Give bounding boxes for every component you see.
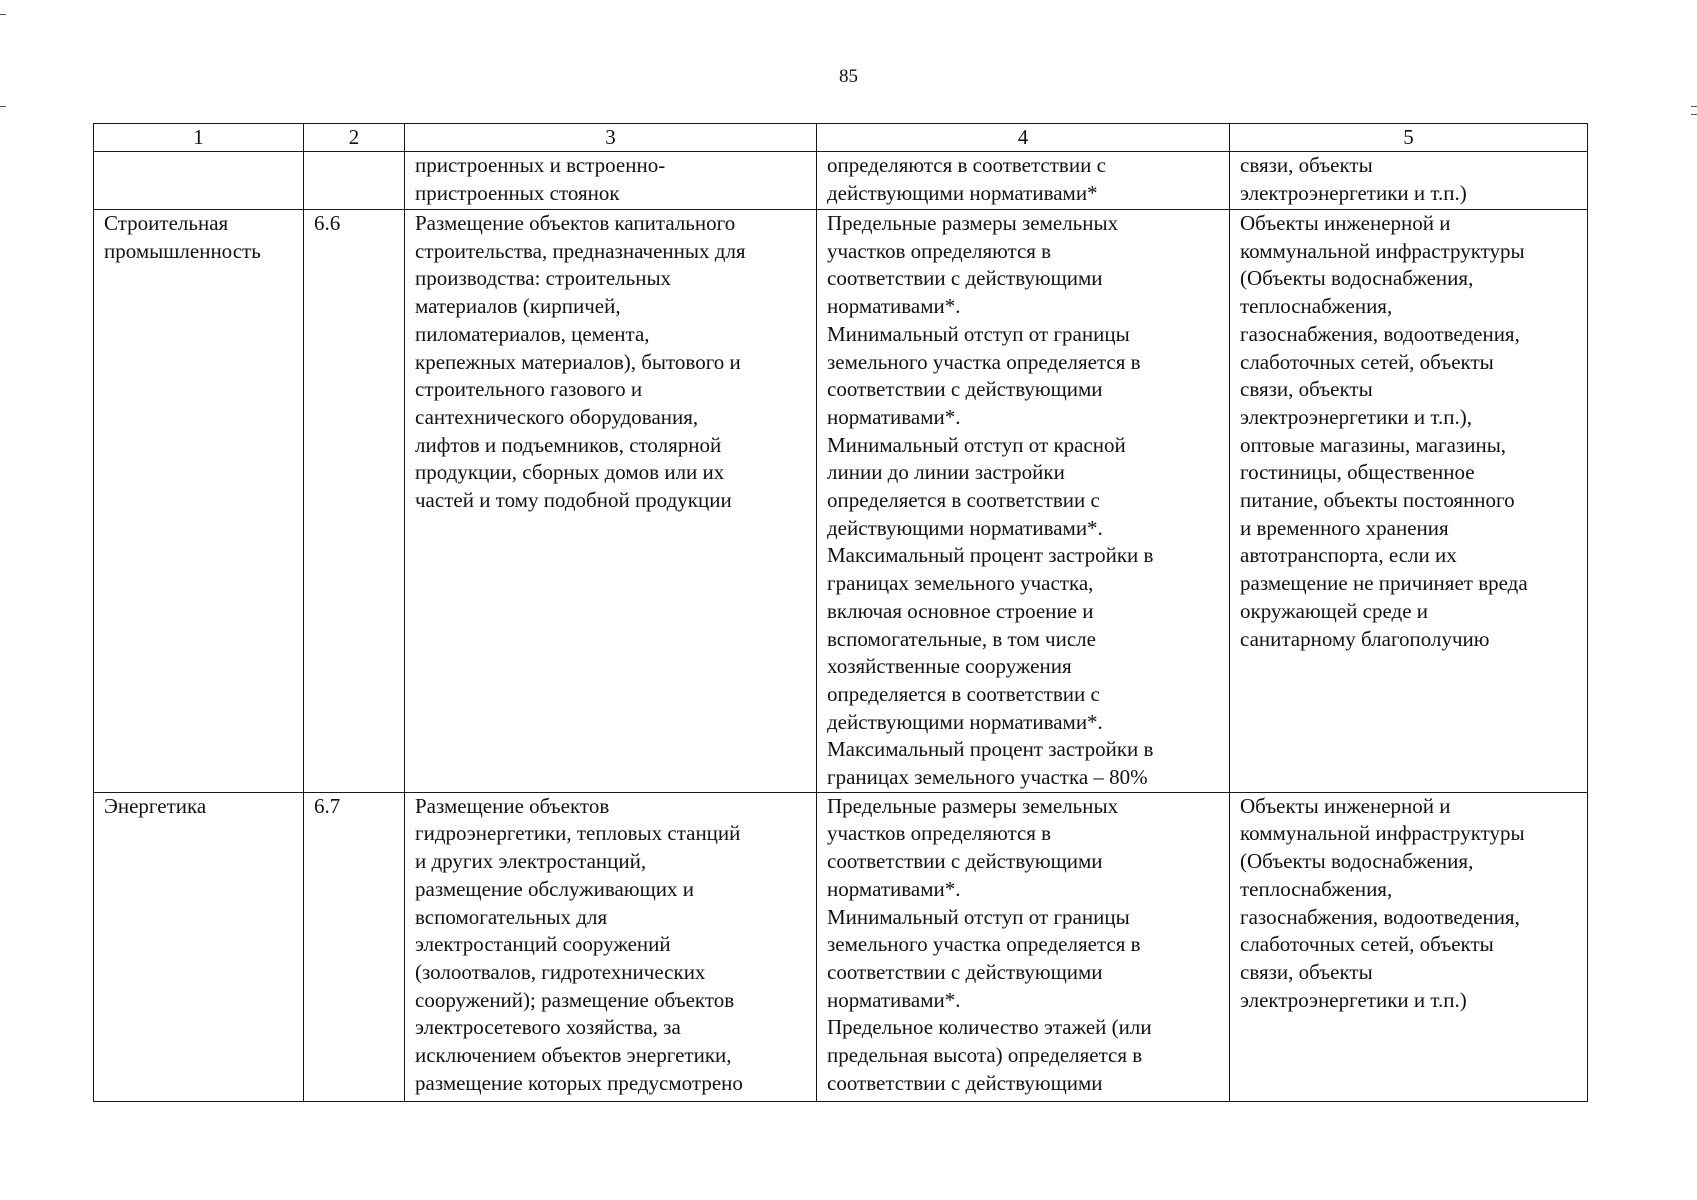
code-cell: 6.6 — [304, 210, 405, 793]
scan-edge-mark — [1691, 114, 1697, 115]
column-header: 2 — [304, 124, 405, 152]
table-row — [94, 152, 1588, 210]
code-cell: 6.7 — [304, 792, 405, 1101]
table-row — [94, 792, 1588, 1101]
page-number: 85 — [839, 66, 858, 87]
auxiliary-uses-cell: связи, объекты электроэнергетики и т.п.) — [1230, 152, 1588, 210]
column-header: 5 — [1230, 124, 1588, 152]
use-type-cell — [94, 152, 304, 210]
use-type-cell: Строительная промышленность — [94, 210, 304, 793]
description-cell: пристроенных и встроенно- пристроенных стоянок — [405, 152, 817, 210]
parameters-cell: определяются в соответствии с действующими нормативами* — [817, 152, 1230, 210]
column-header: 1 — [94, 124, 304, 152]
scan-edge-mark — [0, 106, 6, 107]
zoning-table — [93, 123, 1588, 1102]
column-header: 3 — [405, 124, 817, 152]
table-header-row — [94, 124, 1588, 152]
auxiliary-uses-cell: Объекты инженерной и коммунальной инфраструктуры (Объекты водоснабжения, теплоснабжения, газоснабжения, водоотведения, слаботочных сетей, объекты связи, объекты электроэнергетики и т.п.), оптовые магазины, магазины, гостиницы, общественное питание, объекты постоянного и временного хранения автотранспорта, если их размещение не причиняет вреда окружающей среде и санитарному благополучию — [1230, 210, 1588, 793]
table-row — [94, 210, 1588, 793]
column-header: 4 — [817, 124, 1230, 152]
code-cell — [304, 152, 405, 210]
description-cell: Размещение объектов гидроэнергетики, тепловых станций и других электростанций, размещение обслуживающих и вспомогательных для электростанций сооружений (золоотвалов, гидротехнических сооружений); размещение объектов электросетевого хозяйства, за исключением объектов энергетики, размещение которых предусмотрено — [405, 792, 817, 1101]
auxiliary-uses-cell: Объекты инженерной и коммунальной инфраструктуры (Объекты водоснабжения, теплоснабжения, газоснабжения, водоотведения, слаботочных сетей, объекты связи, объекты электроэнергетики и т.п.) — [1230, 792, 1588, 1101]
parameters-cell: Предельные размеры земельных участков определяются в соответствии с действующими нормативами*. Минимальный отступ от границы земельного участка определяется в соответствии с действующими нормативами*. Предельное количество этажей (или предельная высота) определяется в соответствии с действующими — [817, 792, 1230, 1101]
scan-edge-mark — [0, 14, 6, 15]
parameters-cell: Предельные размеры земельных участков определяются в соответствии с действующими нормативами*. Минимальный отступ от границы земельного участка определяется в соответствии с действующими нормативами*. Минимальный отступ от красной линии до линии застройки определяется в соответствии с действующими нормативами*. Максимальный процент застройки в границах земельного участка, включая основное строение и вспомогательные, в том числе хозяйственные сооружения определяется в соответствии с действующими нормативами*. Максимальный процент застройки в границах земельного участка – 80% — [817, 210, 1230, 793]
use-type-cell: Энергетика — [94, 792, 304, 1101]
scan-edge-mark — [1691, 106, 1697, 107]
description-cell: Размещение объектов капитального строительства, предназначенных для производства: строительных материалов (кирпичей, пиломатериалов, цемента, крепежных материалов), бытового и строительного газового и сантехнического оборудования, лифтов и подъемников, столярной продукции, сборных домов или их частей и тому подобной продукции — [405, 210, 817, 793]
